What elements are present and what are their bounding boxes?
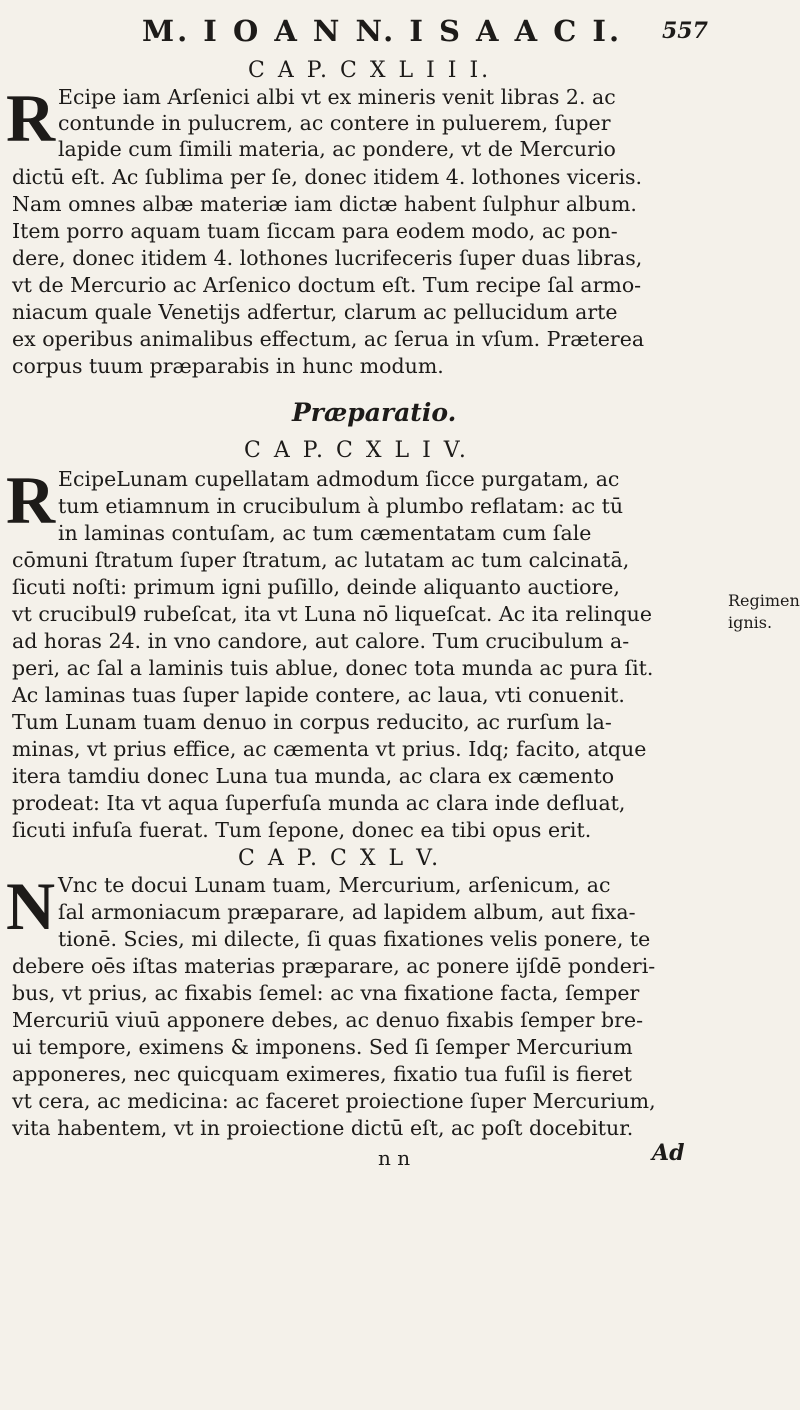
text-line: Tum Lunam tuam denuo in corpus reducito, ac rurſum la- — [12, 710, 612, 734]
page-number: 557 — [662, 18, 708, 44]
signature-mark: n n — [378, 1146, 411, 1170]
text-line: Item porro aquam tuam ſiccam para eodem modo, ac pon- — [12, 219, 618, 243]
text-line: corpus tuum præparabis in hunc modum. — [12, 354, 444, 378]
text-line: apponeres, nec quicquam eximeres, fixatio tua fuſil is fieret — [12, 1062, 632, 1086]
text-line: lapide cum ſimili materia, ac pondere, vt de Mercurio — [58, 137, 616, 161]
text-line: ui tempore, eximens & imponens. Sed ſi ſemper Mercurium — [12, 1035, 633, 1059]
text-line: ſicuti infuſa fuerat. Tum ſepone, donec ea tibi opus erit. — [12, 818, 592, 842]
text-line: EcipeLunam cupellatam admodum ſicce purgatam, ac — [58, 467, 620, 491]
margin-note-line: Regimen — [728, 591, 800, 610]
text-line: bus, vt prius, ac fixabis ſemel: ac vna fixatione facta, ſemper — [12, 981, 640, 1005]
text-line: vita habentem, vt in proiectione dictū eſt, ac poſt docebitur. — [12, 1116, 634, 1140]
text-line: dictū eſt. Ac ſublima per ſe, donec itidem 4. lothones viceris. — [12, 165, 643, 189]
text-line: ſicuti noſti: primum igni puſillo, deinde aliquanto auctiore, — [12, 575, 620, 599]
text-line: ſal armoniacum præparare, ad lapidem album, aut fixa- — [58, 900, 636, 924]
text-line: Ecipe iam Arſenici albi vt ex mineris venit libras 2. ac — [58, 85, 616, 109]
catchword: Ad — [652, 1140, 685, 1166]
text-line: Ac laminas tuas ſuper lapide contere, ac laua, vti conuenit. — [12, 683, 625, 707]
chapter-title-145: C A P. C X L V. — [238, 846, 442, 871]
text-line: peri, ac ſal a laminis tuis ablue, donec tota munda ac pura ſit. — [12, 656, 654, 680]
text-line: vt de Mercurio ac Arſenico doctum eſt. Tum recipe ſal armo- — [12, 273, 642, 297]
text-line: cōmuni ſtratum ſuper ſtratum, ac lutatam ac tum calcinatā, — [12, 548, 630, 572]
text-line: Vnc te docui Lunam tuam, Mercurium, arſenicum, ac — [58, 873, 611, 897]
section-heading-preparatio: Præparatio. — [292, 398, 457, 427]
text-line: ad horas 24. in vno candore, aut calore. Tum crucibulum a- — [12, 629, 630, 653]
text-line: itera tamdiu donec Luna tua munda, ac clara ex cæmento — [12, 764, 615, 788]
chapter-title-144: C A P. C X L I V. — [244, 438, 469, 463]
running-head: M. I O A N N. I S A A C I. — [142, 14, 623, 48]
text-line: vt cera, ac medicina: ac faceret proiectione ſuper Mercurium, — [12, 1089, 656, 1113]
drop-cap-143: R — [6, 80, 56, 156]
text-line: debere oēs iſtas materias præparare, ac ponere ijſdē ponderi- — [12, 954, 656, 978]
margin-note — [728, 590, 800, 634]
drop-cap-145: N — [6, 868, 56, 944]
text-line: prodeat: Ita vt aqua ſuperfuſa munda ac clara inde defluat, — [12, 791, 626, 815]
text-line: niacum quale Venetijs adfertur, clarum ac pellucidum arte — [12, 300, 618, 324]
text-line: dere, donec itidem 4. lothones lucrifeceris ſuper duas libras, — [12, 246, 643, 270]
text-line: tionē. Scies, mi dilecte, ſi quas fixationes velis ponere, te — [58, 927, 651, 951]
text-line: vt crucibul9 rubeſcat, ita vt Luna nō liqueſcat. Ac ita relinque — [12, 602, 652, 626]
text-line: contunde in pulucrem, ac contere in puluerem, ſuper — [58, 111, 611, 135]
text-line: Mercuriū viuū apponere debes, ac denuo fixabis ſemper bre- — [12, 1008, 644, 1032]
text-line: minas, vt prius effice, ac cæmenta vt prius. Idq; facito, atque — [12, 737, 647, 761]
text-line: Nam omnes albæ materiæ iam dictæ habent ſulphur album. — [12, 192, 637, 216]
margin-note-line: ignis. — [728, 613, 773, 632]
text-line: in laminas contuſam, ac tum cæmentatam cum ſale — [58, 521, 592, 545]
chapter-title-143: C A P. C X L I I I. — [248, 58, 492, 83]
text-line: tum etiamnum in crucibulum à plumbo reflatam: ac tū — [58, 494, 624, 518]
text-line: ex operibus animalibus effectum, ac ſerua in vſum. Præterea — [12, 327, 645, 351]
drop-cap-144: R — [6, 462, 56, 538]
